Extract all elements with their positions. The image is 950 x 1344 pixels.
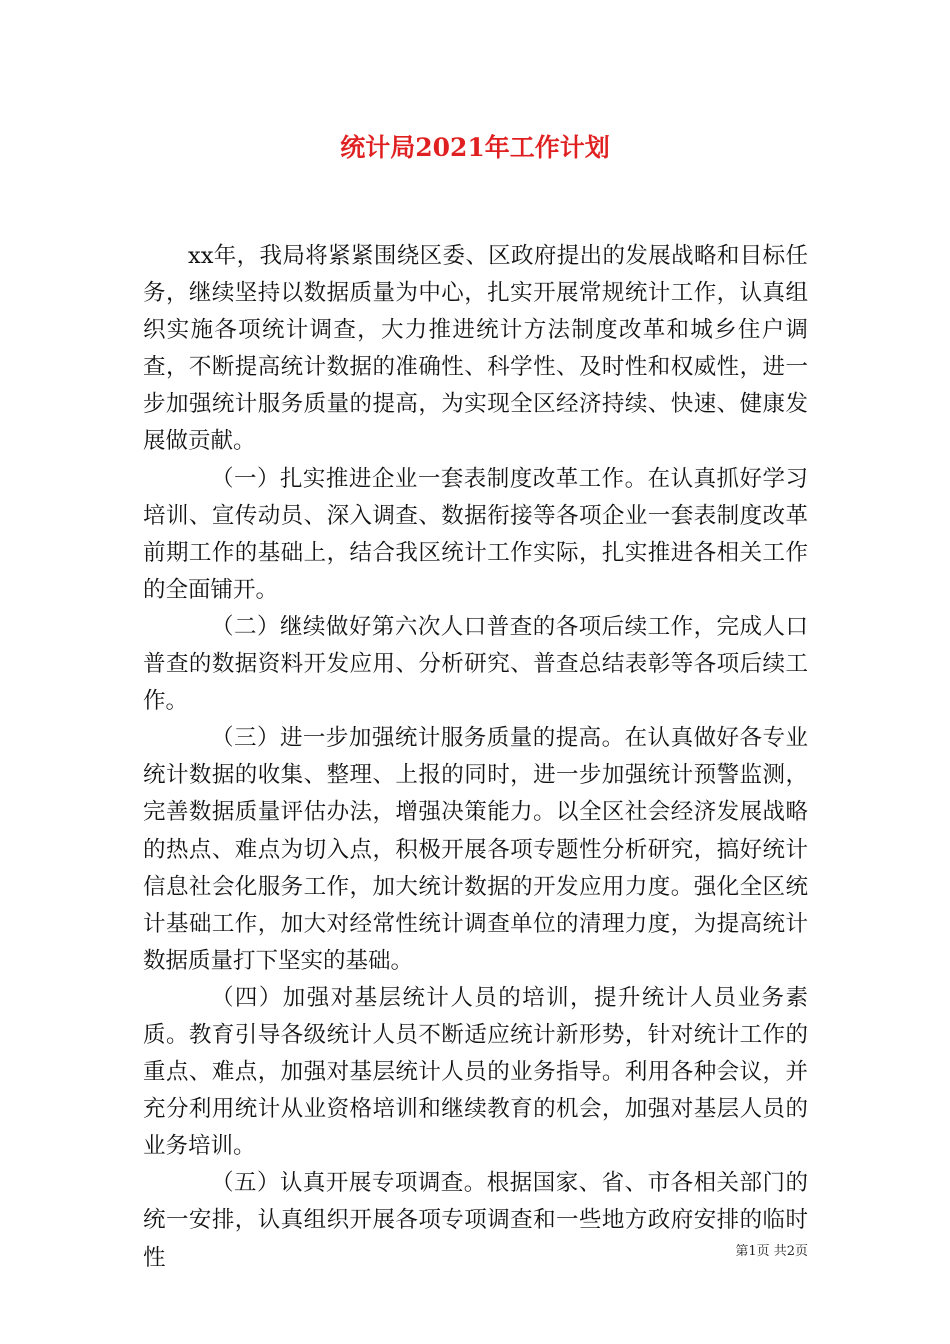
paragraph-item-2: （二）继续做好第六次人口普查的各项后续工作，完成人口普查的数据资料开发应用、分析研究、普查总结表彰等各项后续工作。 <box>143 613 808 715</box>
paragraph-intro: xx年，我局将紧紧围绕区委、区政府提出的发展战略和目标任务，继续坚持以数据质量为中心，扎实开展常规统计工作，认真组织实施各项统计调查，大力推进统计方法制度改革和城乡住户调查，不断提高统计数据的准确性、科学性、及时性和权威性，进一步加强统计服务质量的提高，为实现全区经济持续、快速、健康发展做贡献。 <box>143 243 808 455</box>
document-body <box>143 238 808 1277</box>
paragraph-item-3: （三）进一步加强统计服务质量的提高。在认真做好各专业统计数据的收集、整理、上报的同时，进一步加强统计预警监测，完善数据质量评估办法，增强决策能力。以全区社会经济发展战略的热点、难点为切入点，积极开展各项专题性分析研究，搞好统计信息社会化服务工作，加大统计数据的开发应用力度。强化全区统计基础工作，加大对经常性统计调查单位的清理力度，为提高统计数据质量打下坚实的基础。 <box>143 725 808 974</box>
paragraph-item-5: （五）认真开展专项调查。根据国家、省、市各相关部门的统一安排，认真组织开展各项专项调查和一些地方政府安排的临时性 <box>143 1170 808 1271</box>
document-title: 统计局2021年工作计划 <box>340 133 610 162</box>
page-number-footer: 第1页 共2页 <box>735 1244 808 1259</box>
paragraph-item-4: （四）加强对基层统计人员的培训，提升统计人员业务素质。教育引导各级统计人员不断适应统计新形势，针对统计工作的重点、难点，加强对基层统计人员的业务指导。利用各种会议，并充分利用统计从业资格培训和继续教育的机会，加强对基层人员的业务培训。 <box>143 984 808 1160</box>
paragraph-item-1: （一）扎实推进企业一套表制度改革工作。在认真抓好学习培训、宣传动员、深入调查、数据衔接等各项企业一套表制度改革前期工作的基础上，结合我区统计工作实际，扎实推进各相关工作的全面铺开。 <box>143 465 808 603</box>
